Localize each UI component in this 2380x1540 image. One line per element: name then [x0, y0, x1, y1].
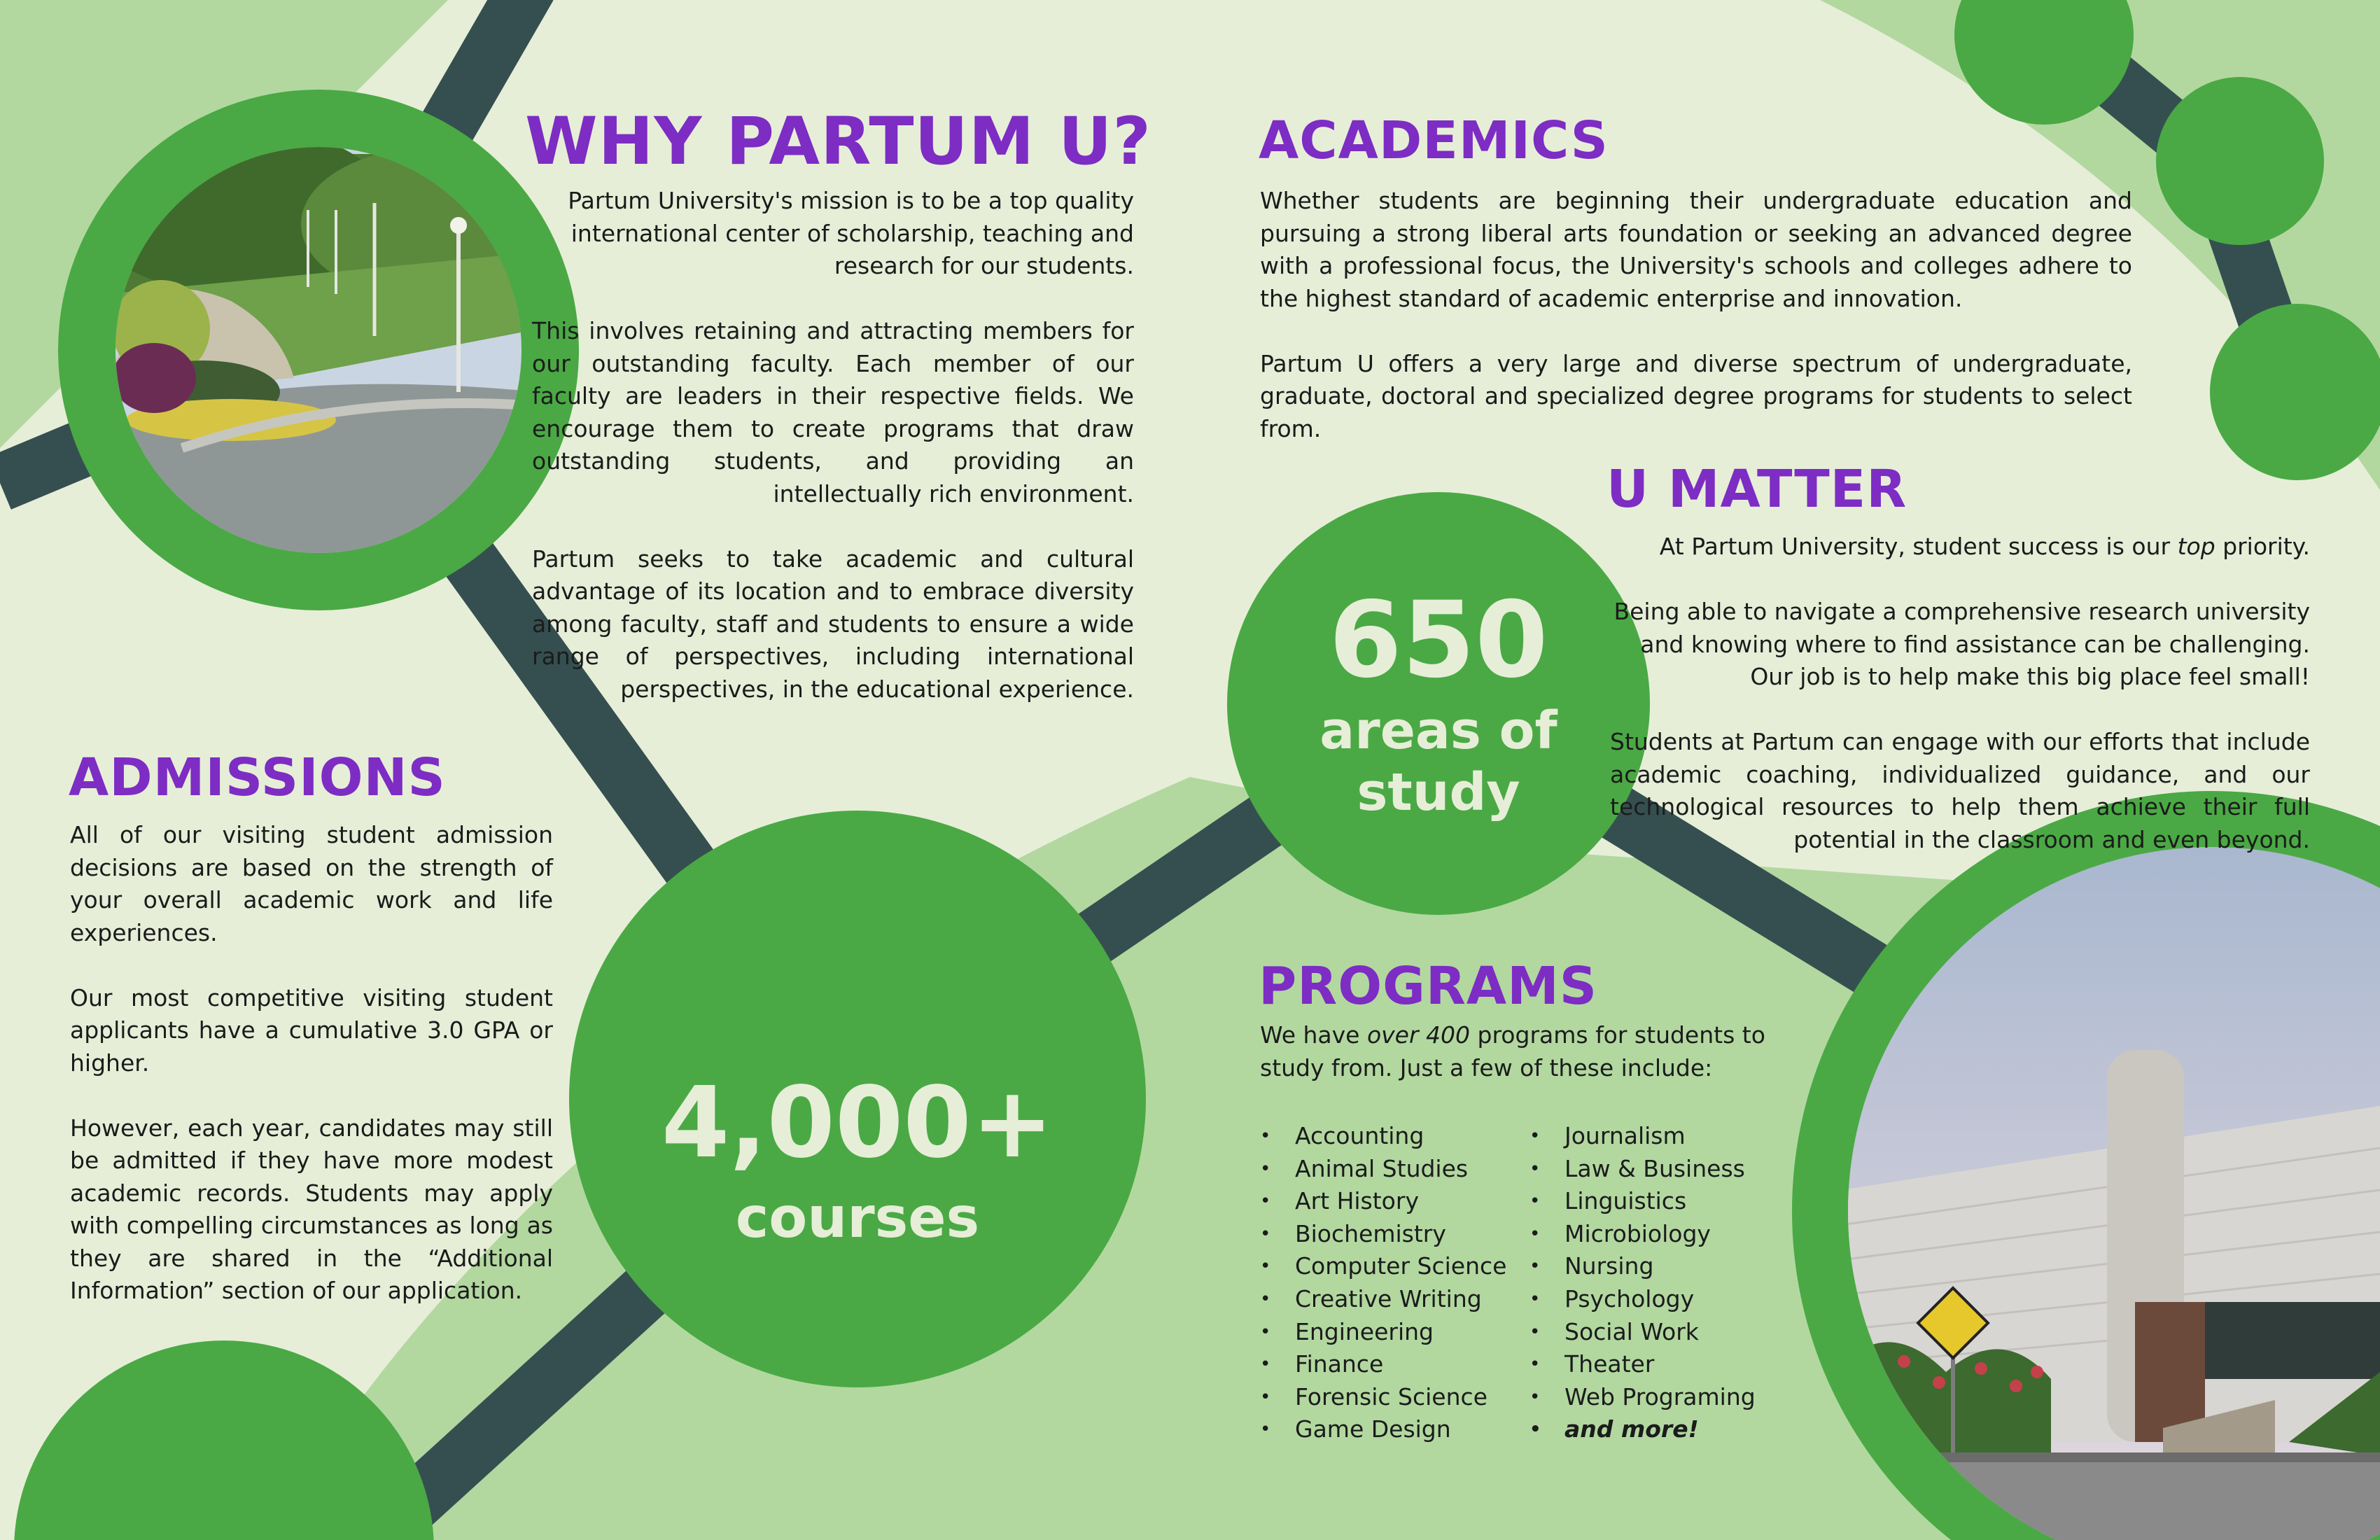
bottom-left-green-circle [14, 1340, 434, 1540]
program-item: • Art History [1260, 1185, 1506, 1218]
program-item: • Animal Studies [1260, 1153, 1506, 1186]
program-item: • Journalism [1530, 1120, 1756, 1153]
program-item: • Game Design [1260, 1413, 1506, 1446]
program-item: • Creative Writing [1260, 1283, 1506, 1316]
admissions-paragraph-3: However, each year, candidates may still be admitted if they have more modest academic records. Students may apply with compelling circumstances as long as they are shared in the “Additional Information” section of our application. [70, 1114, 553, 1304]
programs-list-column-1 [1260, 1120, 1506, 1446]
umatter-paragraph-2: Being able to navigate a comprehensive research university and knowing where to find assistance can be challenging. Our job is to help make this big place feel small! [1614, 598, 2310, 690]
umatter-paragraph-1: At Partum University, student success is our top priority. [1659, 533, 2310, 560]
admissions-paragraph-1: All of our visiting student admission decisions are based on the strength of your overall academic work and life experiences. [70, 821, 553, 946]
courses-label: courses [735, 1185, 980, 1250]
areas-number: 650 [1329, 580, 1548, 701]
areas-of-study-stat [1246, 581, 1631, 823]
top-right-small-circle-2 [2156, 77, 2324, 245]
program-item: • and more! [1530, 1413, 1756, 1446]
admissions-body [70, 819, 553, 1308]
programs-intro [1260, 1019, 1778, 1084]
programs-heading: PROGRAMS [1259, 956, 1598, 1016]
umatter-paragraph-3: Students at Partum can engage with our efforts that include academic coaching, individualized guidance, and our technological resources to help them achieve their full potential in the classroom and even beyond. [1610, 728, 2310, 853]
program-item: • Computer Science [1260, 1250, 1506, 1283]
program-item: • Theater [1530, 1348, 1756, 1381]
why-partum-body [532, 185, 1134, 706]
umatter-body [1610, 531, 2310, 856]
courses-stat [598, 1064, 1116, 1253]
program-item: • Social Work [1530, 1316, 1756, 1349]
top-right-small-circle-3 [2210, 304, 2380, 480]
program-item: • Forensic Science [1260, 1381, 1506, 1414]
academics-paragraph-1: Whether students are beginning their undergraduate education and pursuing a strong liberal arts foundation or seeking an advanced degree with a professional focus, the University's schools and colleges adhere to the highest standard of academic enterprise and innovation. [1260, 187, 2132, 312]
programs-list-column-2 [1530, 1120, 1756, 1446]
admissions-heading: ADMISSIONS [69, 748, 446, 808]
why-partum-heading: WHY PARTUM U? [525, 104, 1152, 180]
umatter-heading: U MATTER [1606, 459, 1907, 519]
program-item: • Biochemistry [1260, 1218, 1506, 1251]
program-item: • Psychology [1530, 1283, 1756, 1316]
program-item: • Web Programing [1530, 1381, 1756, 1414]
academics-body [1260, 185, 2132, 445]
admissions-paragraph-2: Our most competitive visiting student applicants have a cumulative 3.0 GPA or higher. [70, 983, 553, 1077]
program-item: • Accounting [1260, 1120, 1506, 1153]
academics-heading: ACADEMICS [1259, 111, 1609, 171]
why-partum-paragraph-2: This involves retaining and attracting members for our outstanding faculty. Each member of our faculty are leaders in their respective fields. We encourage them to create programs that draw outstanding students, and providing an intellectually rich environment. [532, 317, 1134, 507]
program-item: • Law & Business [1530, 1153, 1756, 1186]
program-item: • Finance [1260, 1348, 1506, 1381]
program-item: • Nursing [1530, 1250, 1756, 1283]
programs-emphasis: over 400 [1366, 1021, 1471, 1049]
courses-number: 4,000+ [661, 1066, 1054, 1180]
why-partum-paragraph-1: Partum University's mission is to be a top quality international center of scholarship, teaching and research for our students. [568, 187, 1134, 279]
program-item: • Engineering [1260, 1316, 1506, 1349]
areas-label-line-1: areas of [1320, 701, 1558, 761]
why-partum-paragraph-3: Partum seeks to take academic and cultural advantage of its location and to embrace diversity among faculty, staff and students to ensure a wide range of perspectives, including international perspectives, in the educational experience. [532, 545, 1134, 703]
areas-label-line-2: study [1357, 762, 1520, 822]
programs-intro-text: We have over 400 programs for students to study from. Just a few of these include: [1260, 1021, 1765, 1082]
umatter-emphasis: top [2177, 533, 2216, 560]
program-item: • Microbiology [1530, 1218, 1756, 1251]
academics-paragraph-2: Partum U offers a very large and diverse spectrum of undergraduate, graduate, doctoral and specialized degree programs for students to select from. [1260, 349, 2132, 442]
program-item: • Linguistics [1530, 1185, 1756, 1218]
